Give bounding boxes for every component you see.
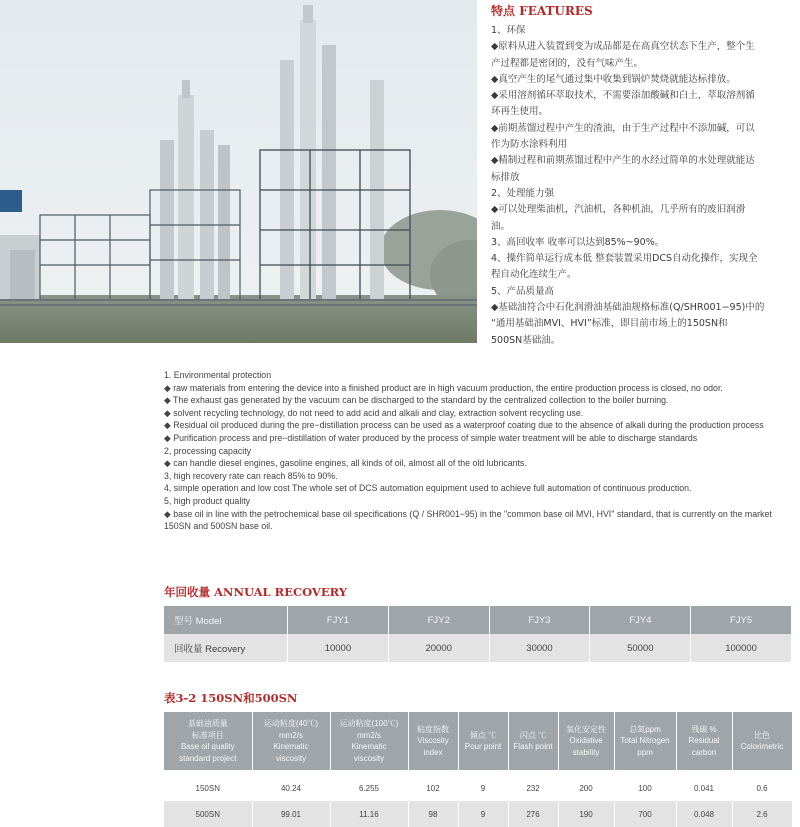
base-oil-spec-table	[164, 712, 793, 827]
spec-header-line: 氧化安定性	[566, 724, 606, 734]
feature-line: 1、环保	[491, 25, 526, 36]
english-line: ◆ solvent recycling technology, do not need to add acid and alkali and clay, extraction solvent recycling use.	[164, 407, 584, 418]
spec-header-line: Oxidative	[569, 736, 603, 746]
english-description	[164, 369, 792, 533]
spec-cell: 700	[614, 801, 676, 827]
table-cell: 100000	[691, 634, 792, 662]
spec-header-line: Kinematic	[273, 742, 309, 751]
spec-header-cell	[508, 712, 558, 770]
annual-recovery-title: 年回收量 ANNUAL RECOVERY	[164, 585, 348, 599]
spec-header-line: Kinematic	[351, 742, 387, 751]
english-line: ◆ Residual oil produced during the pre−distillation process can be used as a waterproof coating due to the absence of alkali during the production process	[164, 420, 764, 431]
annual-recovery-row	[164, 634, 792, 662]
spec-header-cell	[558, 712, 614, 770]
spec-header-line: Colorimetric	[740, 742, 784, 751]
spec-header-line: mm2/s	[357, 730, 381, 740]
annual-recovery-table	[164, 606, 792, 662]
feature-line: 500SN基础油。	[491, 334, 561, 346]
spec-header-cell	[614, 712, 676, 770]
feature-line: ◆前期蒸馏过程中产生的渣油，由于生产过程中不添加碱，可以	[491, 122, 755, 134]
spec-cell: 190	[558, 801, 614, 827]
spec-cell: 40.24	[252, 775, 330, 801]
spec-header-line: Total Nitrogen	[620, 736, 670, 746]
spec-header-line: 总氮ppm	[629, 724, 661, 734]
spec-header-line: 闪点 ℃	[519, 730, 547, 740]
spec-header-cell	[164, 712, 252, 770]
row-label-recovery: 回收量 Recovery	[164, 634, 288, 662]
spec-cell: 0.048	[676, 801, 732, 827]
spec-header-row	[164, 712, 792, 770]
spec-header-line: 运动粘度(100℃)	[339, 719, 399, 728]
feature-line: ◆真空产生的尾气通过集中收集到锅炉焚烧就能达标排放。	[491, 73, 736, 85]
feature-line: 标排放	[491, 171, 520, 183]
spec-header-line: Base oil quality	[180, 742, 235, 751]
english-line: 3, high recovery rate can reach 85% to 90%.	[164, 470, 338, 481]
spec-header-line: Pour point	[464, 742, 502, 751]
feature-line: ◆采用溶剂循环萃取技术，不需要添加酸碱和白土，萃取溶剂循	[491, 90, 755, 102]
spec-header-line: Flash point	[513, 742, 553, 751]
features-title: 特点 FEATURES	[491, 4, 593, 18]
spec-cell: 9	[458, 801, 508, 827]
spec-header-line: 粘度指数	[417, 724, 449, 734]
annual-recovery-header-row	[164, 606, 792, 634]
table-cell: 10000	[288, 634, 389, 662]
table-cell: 20000	[388, 634, 489, 662]
feature-line: “通用基础油MVI、HVI”标准，即目前市场上的150SN和	[491, 318, 728, 330]
spec-row-label: 500SN	[164, 801, 252, 827]
feature-line: 程自动化连续生产。	[491, 269, 577, 281]
spec-header-cell	[676, 712, 732, 770]
spec-header-cell	[252, 712, 330, 770]
spec-header-line: ppm	[637, 747, 653, 757]
english-line: ◆ can handle diesel engines, gasoline engines, all kinds of oil, almost all of the old lubricants.	[164, 458, 527, 469]
spec-header-line: Viscosity	[417, 736, 449, 746]
english-line: ◆ raw materials from entering the device into a finished product are in high vacuum production, the entire production process is closed, no odor.	[164, 382, 723, 393]
header-cell: FJY3	[489, 606, 590, 634]
spec-header-line: 运动粘度(40℃)	[263, 719, 319, 728]
feature-line: 作为防水涂料利用	[491, 139, 568, 151]
feature-line: 3、高回收率 收率可以达到85%~90%。	[491, 236, 665, 248]
spec-row-150sn	[164, 775, 792, 801]
spec-row-label: 150SN	[164, 775, 252, 801]
spec-cell: 200	[558, 775, 614, 801]
spec-cell: 0.041	[676, 775, 732, 801]
table-cell: 50000	[590, 634, 691, 662]
english-line: ◆ The exhaust gas generated by the vacuum can be discharged to the standard by the centralized collection to the boiler burning.	[164, 395, 669, 406]
feature-line: ◆基础油符合中石化润滑油基础油规格标准(Q/SHR001−95)中的	[491, 302, 765, 314]
english-line: 5, high product quality	[164, 495, 251, 506]
spec-cell: 99.01	[252, 801, 330, 827]
spec-header-line: 残碳 %	[691, 724, 717, 734]
spec-cell: 0.6	[732, 775, 792, 801]
feature-line: 环再生使用。	[491, 106, 549, 118]
refinery-illustration	[0, 0, 477, 343]
feature-line: ◆精制过程和前期蒸馏过程中产生的水经过简单的水处理就能达	[491, 155, 755, 167]
spec-header-cell	[458, 712, 508, 770]
english-line: 2, processing capacity	[164, 445, 252, 456]
spec-header-line: stability	[572, 747, 600, 757]
english-line: 4, simple operation and low cost The whole set of DCS automation equipment used to achieve full automation of continuous production.	[164, 483, 692, 494]
header-cell: FJY4	[590, 606, 691, 634]
spec-cell: 9	[458, 775, 508, 801]
feature-line: ◆原料从进入装置到变为成品都是在高真空状态下生产，整个生	[491, 41, 755, 53]
spec-cell: 100	[614, 775, 676, 801]
spec-header-line: mm2/s	[279, 730, 303, 740]
spec-header-line: carbon	[691, 747, 717, 757]
spec-header-line: viscosity	[275, 753, 307, 763]
spec-row-500sn	[164, 801, 792, 827]
features-list	[491, 23, 793, 349]
spec-cell: 2.6	[732, 801, 792, 827]
spec-cell: 11.16	[330, 801, 408, 827]
header-cell: FJY5	[691, 606, 792, 634]
spec-header-cell	[408, 712, 458, 770]
spec-header-line: 傾点 ℃	[469, 730, 497, 740]
refinery-plant-photo	[0, 0, 477, 343]
spec-header-line: Residual	[688, 736, 720, 746]
feature-line: 4、操作简单运行成本低 整套装置采用DCS自动化操作，实现全	[491, 253, 758, 265]
spec-cell: 6.255	[330, 775, 408, 801]
spec-header-line: index	[423, 747, 443, 757]
spec-header-line: standard project	[179, 753, 237, 763]
features-section	[491, 3, 793, 349]
spec-header-line: viscosity	[353, 753, 385, 763]
spec-cell: 98	[408, 801, 458, 827]
spec-header-line: 基础油质量	[187, 719, 228, 728]
english-line: ◆ base oil in line with the petrochemical base oil specifications (Q / SHR001−95) in the "common base oil MVI, HVI" standard, that is currently on the market 150SN and 500SN base oil.	[164, 508, 772, 532]
spec-header-cell	[330, 712, 408, 770]
feature-line: 5、产品质量高	[491, 285, 555, 297]
table32-title: 表3-2 150SN和500SN	[164, 691, 298, 705]
spec-cell: 276	[508, 801, 558, 827]
feature-line: ◆可以处理柴油机，汽油机，各种机油，几乎所有的废旧润滑	[491, 204, 746, 216]
spec-header-cell	[732, 712, 792, 770]
spec-header-line: 比色	[754, 730, 770, 740]
spec-header-line: 标准项目	[191, 730, 224, 740]
feature-line: 油。	[491, 220, 511, 232]
spec-cell: 102	[408, 775, 458, 801]
header-cell-model: 型号 Model	[164, 606, 288, 634]
header-cell: FJY2	[388, 606, 489, 634]
table-cell: 30000	[489, 634, 590, 662]
feature-line: 2、处理能力强	[491, 187, 555, 199]
spec-cell: 232	[508, 775, 558, 801]
english-line: 1. Environmental protection	[164, 370, 272, 380]
english-line: ◆ Purification process and pre−distillation of water produced by the process of simple water treatment will be able to discharge standards	[164, 432, 698, 443]
header-cell: FJY1	[288, 606, 389, 634]
feature-line: 产过程都是密闭的，没有气味产生。	[491, 57, 644, 69]
